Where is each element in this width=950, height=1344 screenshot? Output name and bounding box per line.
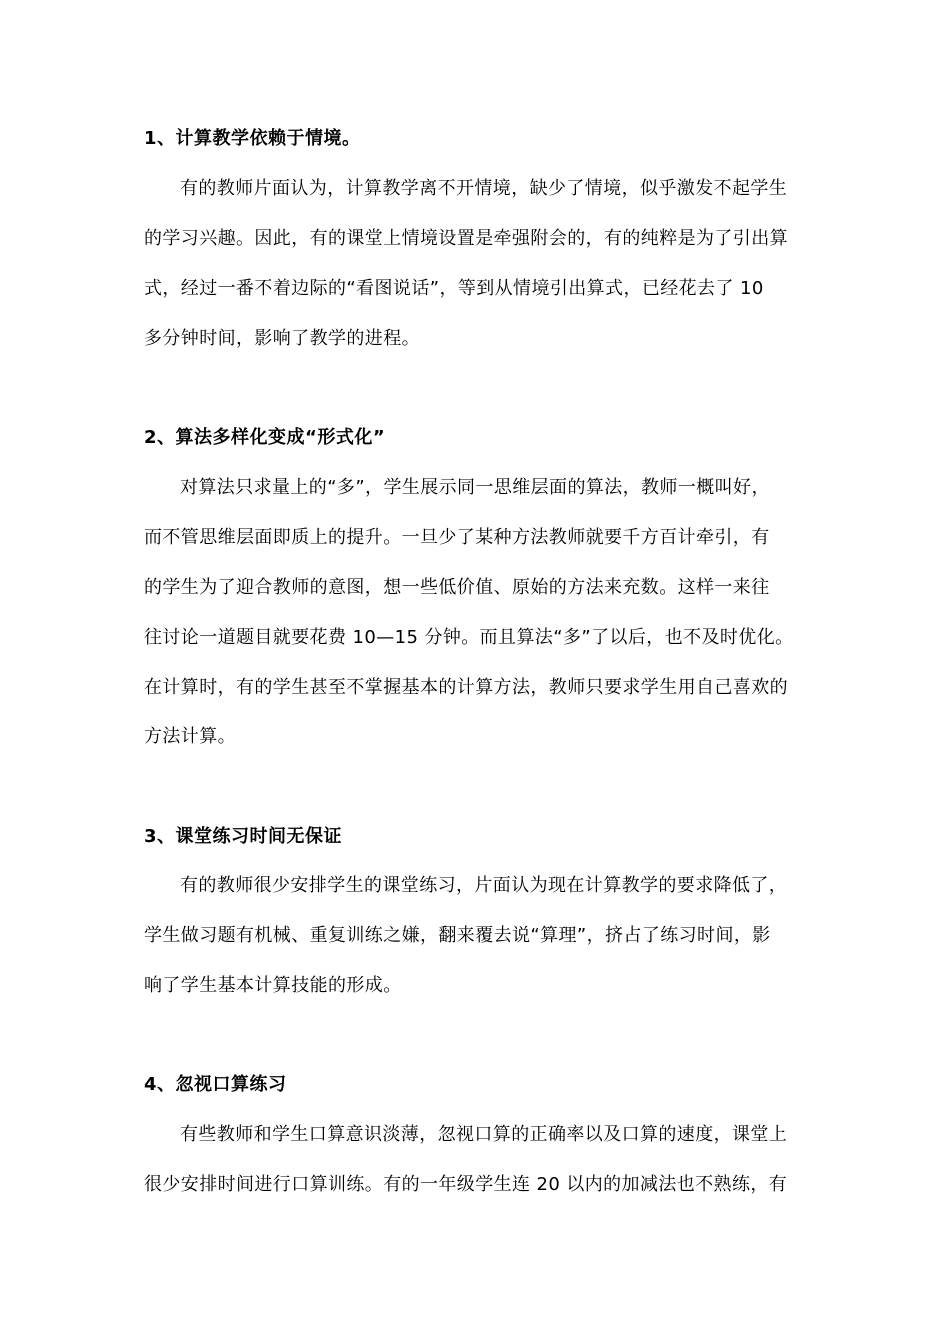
- section-1-line-2: 的学习兴趣。因此，有的课堂上情境设置是牵强附会的，有的纯粹是为了引出算: [144, 228, 788, 249]
- section-4-line-2: 很少安排时间进行口算训练。有的一年级学生连 20 以内的加减法也不熟练，有: [144, 1174, 788, 1195]
- section-1-heading: 1、计算教学依赖于情境。: [144, 128, 361, 149]
- section-3-line-3: 响了学生基本计算技能的形成。: [144, 975, 402, 996]
- section-3-line-2: 学生做习题有机械、重复训练之嫌，翻来覆去说“算理”，挤占了练习时间，影: [144, 925, 771, 946]
- section-4-heading: 4、忽视口算练习: [144, 1074, 287, 1095]
- section-1-line-4: 多分钟时间，影响了教学的进程。: [144, 328, 420, 349]
- section-4-line-1: 有些教师和学生口算意识淡薄，忽视口算的正确率以及口算的速度，课堂上: [180, 1124, 788, 1145]
- section-2-line-5: 在计算时，有的学生甚至不掌握基本的计算方法，教师只要求学生用自己喜欢的: [144, 677, 788, 698]
- section-3-heading: 3、课堂练习时间无保证: [144, 826, 343, 847]
- section-2-line-1: 对算法只求量上的“多”，学生展示同一思维层面的算法，教师一概叫好，: [180, 477, 770, 498]
- section-2-line-3: 的学生为了迎合教师的意图，想一些低价值、原始的方法来充数。这样一来往: [144, 577, 770, 598]
- section-3-line-1: 有的教师很少安排学生的课堂练习，片面认为现在计算教学的要求降低了，: [180, 875, 788, 896]
- section-2-line-2: 而不管思维层面即质上的提升。一旦少了某种方法教师就要千方百计牵引，有: [144, 527, 770, 548]
- section-2-line-6: 方法计算。: [144, 726, 236, 747]
- section-2-heading: 2、算法多样化变成“形式化”: [144, 427, 386, 448]
- section-2-line-4: 往讨论一道题目就要花费 10—15 分钟。而且算法“多”了以后，也不及时优化。: [144, 627, 794, 648]
- section-1-line-1: 有的教师片面认为，计算教学离不开情境，缺少了情境，似乎激发不起学生: [180, 178, 788, 199]
- section-1-line-3: 式，经过一番不着边际的“看图说话”，等到从情境引出算式，已经花去了 10: [144, 278, 764, 299]
